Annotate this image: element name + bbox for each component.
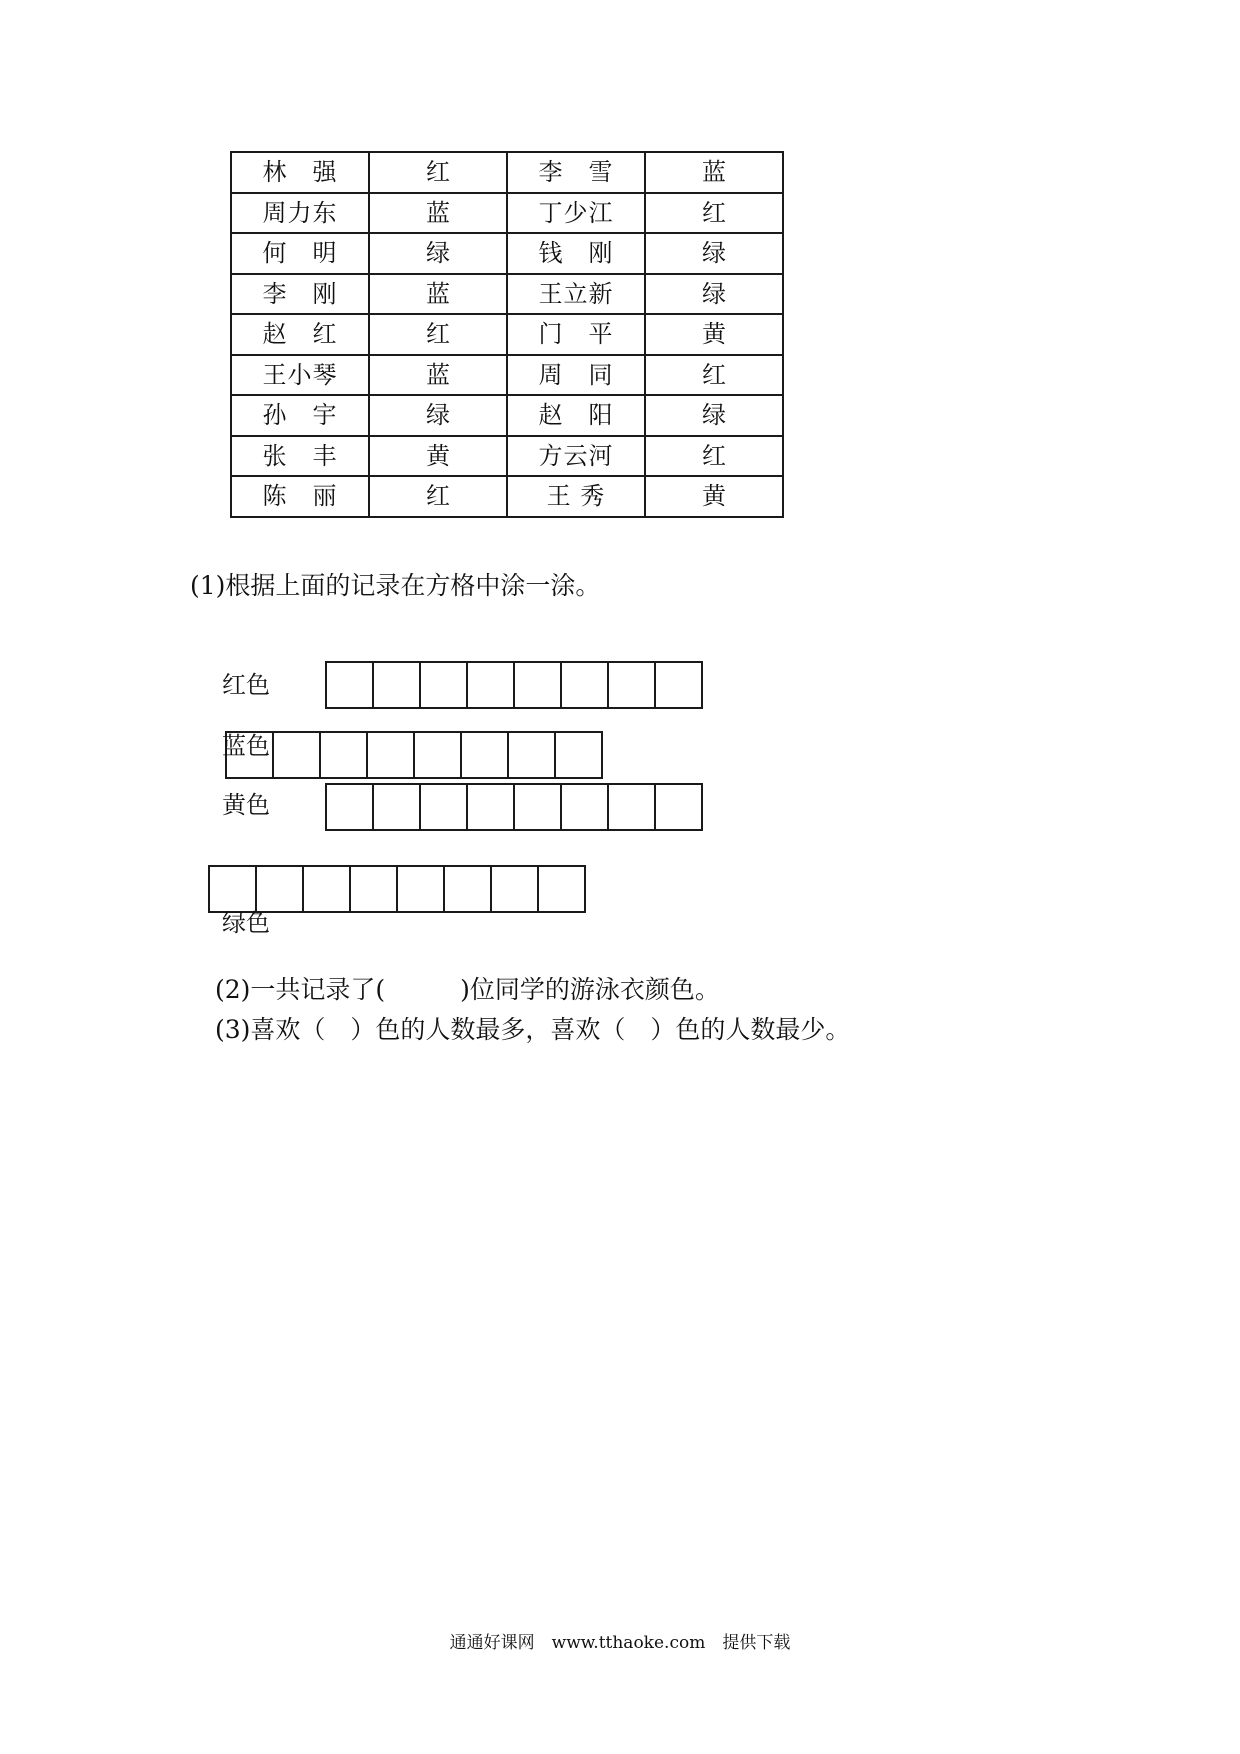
swimsuit-color-cell: 绿 — [369, 395, 507, 436]
table-row — [231, 314, 783, 355]
grid-cell[interactable] — [609, 785, 656, 829]
swimsuit-color-cell: 绿 — [645, 274, 783, 315]
grid-cell[interactable] — [327, 785, 374, 829]
grid-cell[interactable] — [509, 733, 556, 777]
grid-cell[interactable] — [609, 663, 656, 707]
blue-grid[interactable] — [225, 731, 603, 779]
student-name-cell: 周 同 — [507, 355, 645, 396]
red-grid[interactable] — [325, 661, 703, 709]
table-row — [231, 274, 783, 315]
student-name-cell: 孙 宇 — [231, 395, 369, 436]
table-row — [231, 193, 783, 234]
grid-cell[interactable] — [415, 733, 462, 777]
grid-cell[interactable] — [539, 867, 586, 911]
swimsuit-color-cell: 黄 — [645, 476, 783, 517]
table-row — [231, 355, 783, 396]
swimsuit-color-cell: 绿 — [645, 233, 783, 274]
grid-cell[interactable] — [374, 785, 421, 829]
grid-cell[interactable] — [304, 867, 351, 911]
red-label: 红色 — [222, 671, 270, 699]
swimsuit-color-cell: 红 — [369, 476, 507, 517]
swimsuit-color-cell: 红 — [645, 355, 783, 396]
student-name-cell: 林 强 — [231, 152, 369, 193]
swimsuit-color-cell: 蓝 — [369, 355, 507, 396]
table-row — [231, 152, 783, 193]
student-name-cell: 赵 阳 — [507, 395, 645, 436]
student-name-cell: 王立新 — [507, 274, 645, 315]
grid-cell[interactable] — [462, 733, 509, 777]
grid-cell[interactable] — [274, 733, 321, 777]
question-3: (3)喜欢（ ）色的人数最多，喜欢（ ）色的人数最少。 — [215, 1015, 851, 1044]
table-row — [231, 233, 783, 274]
student-name-cell: 李 刚 — [231, 274, 369, 315]
table-row — [231, 436, 783, 477]
grid-cell[interactable] — [562, 663, 609, 707]
yellow-label: 黄色 — [222, 791, 270, 819]
swimsuit-color-cell: 红 — [369, 152, 507, 193]
green-label: 绿色 — [222, 909, 270, 937]
student-name-cell: 方云河 — [507, 436, 645, 477]
grid-cell[interactable] — [556, 733, 603, 777]
swimsuit-color-cell: 红 — [369, 314, 507, 355]
swimsuit-color-cell: 黄 — [645, 314, 783, 355]
student-name-cell: 陈 丽 — [231, 476, 369, 517]
question-1: (1)根据上面的记录在方格中涂一涂。 — [190, 571, 601, 600]
blue-label: 蓝色 — [222, 732, 270, 760]
student-name-cell: 丁少江 — [507, 193, 645, 234]
student-name-cell: 李 雪 — [507, 152, 645, 193]
swimsuit-color-cell: 红 — [645, 193, 783, 234]
student-name-cell: 周力东 — [231, 193, 369, 234]
question-2: (2)一共记录了( )位同学的游泳衣颜色。 — [215, 975, 720, 1004]
swimsuit-color-cell: 蓝 — [645, 152, 783, 193]
student-name-cell: 张 丰 — [231, 436, 369, 477]
swimsuit-record-table — [230, 151, 784, 518]
grid-cell[interactable] — [421, 785, 468, 829]
grid-cell[interactable] — [368, 733, 415, 777]
grid-cell[interactable] — [656, 785, 703, 829]
grid-cell[interactable] — [562, 785, 609, 829]
student-name-cell: 何 明 — [231, 233, 369, 274]
swimsuit-color-cell: 绿 — [369, 233, 507, 274]
student-name-cell: 王小琴 — [231, 355, 369, 396]
grid-cell[interactable] — [468, 785, 515, 829]
footer-source: 通通好课网 www.tthaoke.com 提供下载 — [449, 1633, 791, 1653]
grid-cell[interactable] — [321, 733, 368, 777]
swimsuit-color-cell: 黄 — [369, 436, 507, 477]
student-name-cell: 钱 刚 — [507, 233, 645, 274]
swimsuit-color-cell: 蓝 — [369, 274, 507, 315]
grid-cell[interactable] — [374, 663, 421, 707]
grid-cell[interactable] — [445, 867, 492, 911]
grid-cell[interactable] — [327, 663, 374, 707]
table-row — [231, 395, 783, 436]
table-row — [231, 476, 783, 517]
grid-cell[interactable] — [468, 663, 515, 707]
grid-cell[interactable] — [492, 867, 539, 911]
grid-cell[interactable] — [656, 663, 703, 707]
grid-cell[interactable] — [515, 663, 562, 707]
swimsuit-color-cell: 红 — [645, 436, 783, 477]
swimsuit-color-cell: 蓝 — [369, 193, 507, 234]
student-name-cell: 门 平 — [507, 314, 645, 355]
grid-cell[interactable] — [421, 663, 468, 707]
student-name-cell: 赵 红 — [231, 314, 369, 355]
grid-cell[interactable] — [398, 867, 445, 911]
swimsuit-color-cell: 绿 — [645, 395, 783, 436]
student-name-cell: 王 秀 — [507, 476, 645, 517]
grid-cell[interactable] — [351, 867, 398, 911]
grid-cell[interactable] — [515, 785, 562, 829]
yellow-grid[interactable] — [325, 783, 703, 831]
